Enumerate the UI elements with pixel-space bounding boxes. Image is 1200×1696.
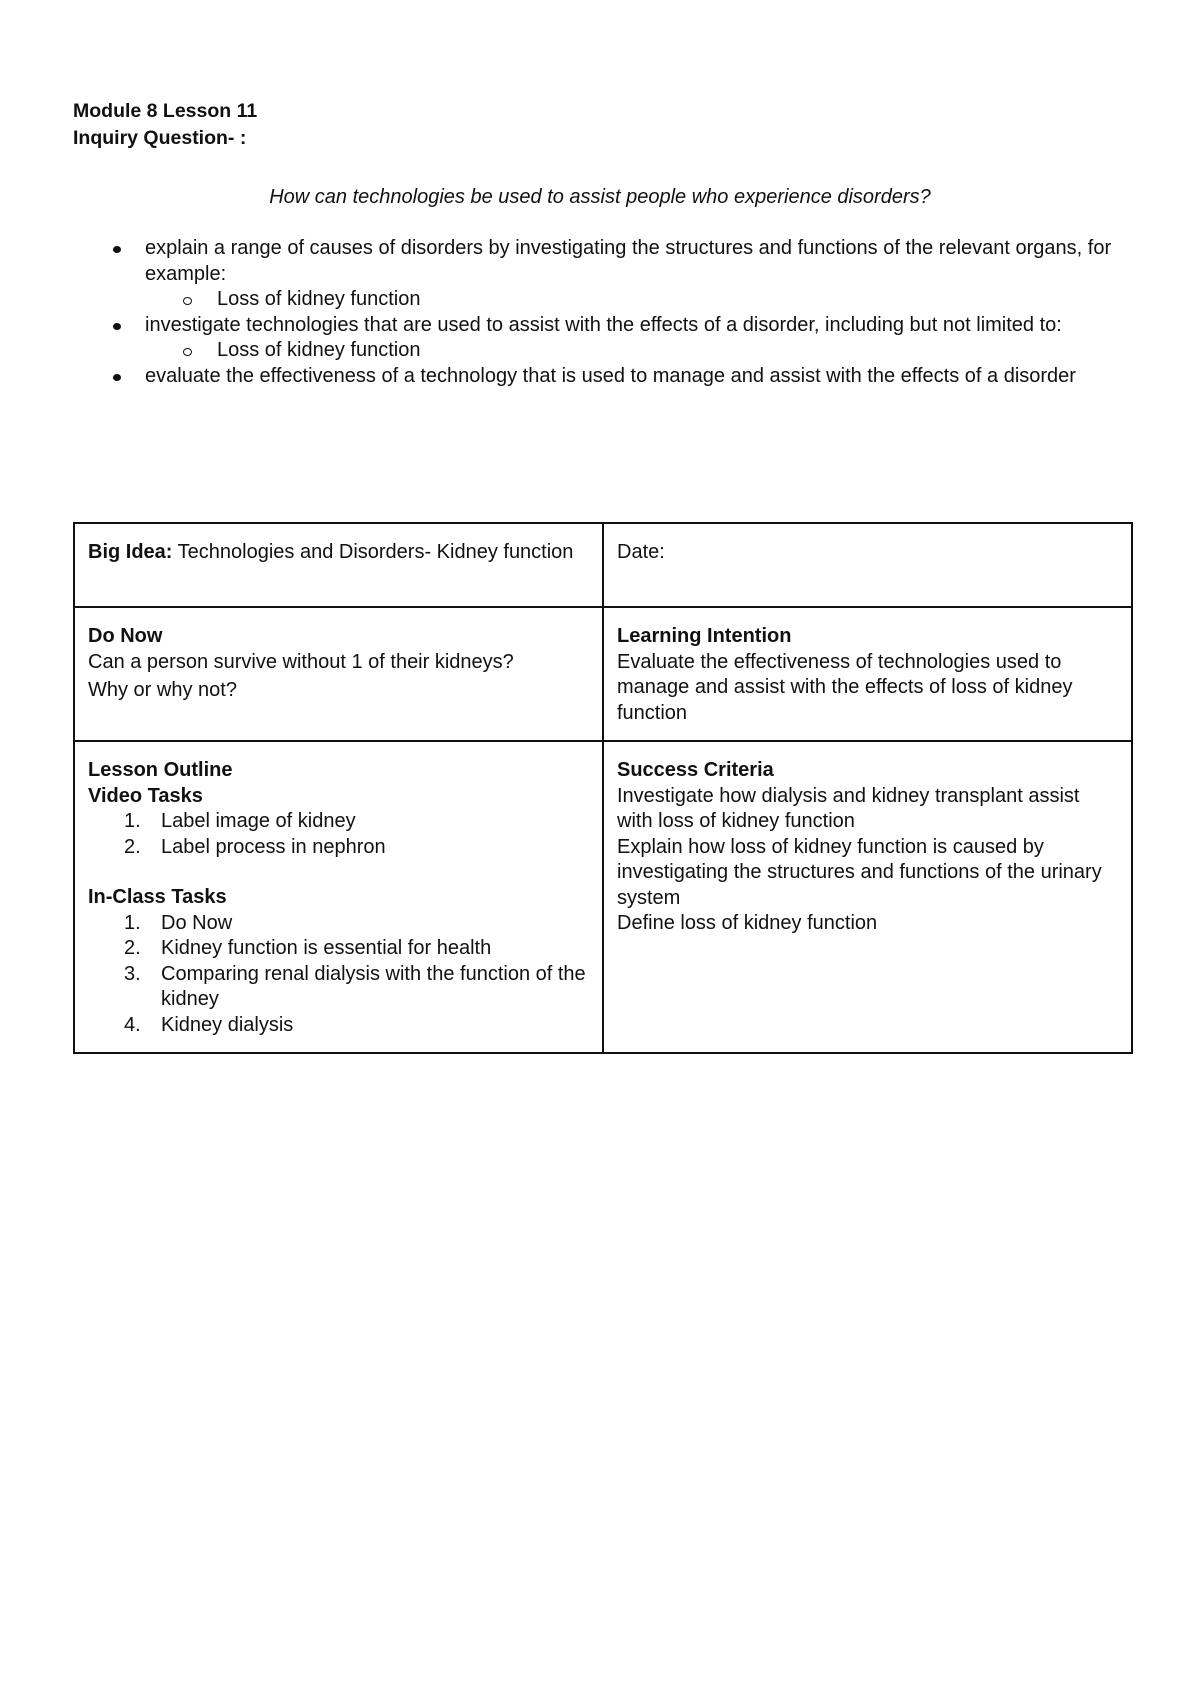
module-title: Module 8 Lesson 11 [73,100,258,122]
circle-bullet-icon [183,297,192,305]
list-number: 1. [124,911,141,934]
date-cell [603,523,1132,607]
list-item [88,1013,590,1039]
list-item-text: Kidney function is essential for health [161,937,492,959]
bullet-icon [113,246,121,253]
do-now-followup: Why or why not? [88,679,237,701]
list-item-text: Label image of kidney [161,810,356,832]
outcome-sub-text: Loss of kidney function [217,288,421,310]
lesson-outline-cell [74,741,603,1053]
list-item-text: Do Now [161,911,233,934]
list-number: 4. [124,1013,141,1036]
list-number: 1. [124,810,141,832]
in-class-tasks-heading: In-Class Tasks [88,886,227,908]
circle-bullet-icon [183,348,192,356]
list-item [88,962,590,1013]
outcome-item [145,364,1125,390]
learning-intention-cell [603,607,1132,741]
lesson-outline-heading: Lesson Outline [88,759,233,781]
do-now-question: Can a person survive without 1 of their kidneys? [88,650,514,673]
list-item-text: Kidney dialysis [161,1013,294,1036]
table-row [74,607,1132,741]
list-item-text: Comparing renal dialysis with the function of the kidney [161,962,586,1010]
outcome-item [145,236,1125,313]
success-criteria-cell [603,741,1132,1053]
list-number: 3. [124,962,141,985]
outcomes-list [145,236,1125,389]
do-now-heading: Do Now [88,625,163,647]
outcome-sub-list [145,287,1125,313]
spacer [88,860,590,885]
lesson-plan-table [73,522,1133,1054]
outcome-sub-list [145,338,1125,364]
inquiry-question: How can technologies be used to assist people who experience disorders? [269,186,931,208]
date-label: Date: [617,541,665,563]
outcome-sub-text: Loss of kidney function [217,339,421,361]
outcome-sub-item [217,338,1125,364]
list-item [88,835,590,861]
bullet-icon [113,323,121,330]
list-item [88,809,590,835]
success-criteria-heading: Success Criteria [617,759,774,781]
in-class-tasks-list [88,911,590,1039]
do-now-cell [74,607,603,741]
outcome-text: evaluate the effectiveness of a technology that is used to manage and assist with the effects of a disorder [145,364,1076,387]
success-criteria-item: Investigate how dialysis and kidney transplant assist with loss of kidney function [617,784,1080,832]
big-idea-text: Technologies and Disorders- Kidney function [172,541,574,563]
outcome-text: explain a range of causes of disorders by investigating the structures and functions of the relevant organs, for example: [145,237,1112,285]
learning-intention-heading: Learning Intention [617,625,792,647]
learning-intention-text: Evaluate the effectiveness of technologies used to manage and assist with the effects of loss of kidney function [617,650,1073,724]
bullet-icon [113,374,121,381]
table-row [74,741,1132,1053]
list-number: 2. [124,835,141,858]
outcome-text: investigate technologies that are used to assist with the effects of a disorder, including but not limited to: [145,313,1062,336]
list-item [88,911,590,937]
list-item [88,936,590,962]
list-number: 2. [124,937,141,959]
success-criteria-item: Define loss of kidney function [617,912,878,934]
table-row [74,523,1132,607]
video-tasks-heading: Video Tasks [88,784,203,807]
list-item-text: Label process in nephron [161,835,386,858]
video-tasks-list [88,809,590,860]
big-idea-label: Big Idea: [88,541,173,563]
outcome-sub-item [217,287,1125,313]
inquiry-label: Inquiry Question- : [73,127,247,149]
document-header [73,98,257,152]
outcome-item [145,313,1125,364]
success-criteria-item: Explain how loss of kidney function is caused by investigating the structures and functions of the urinary system [617,835,1102,909]
big-idea-cell [74,523,603,607]
